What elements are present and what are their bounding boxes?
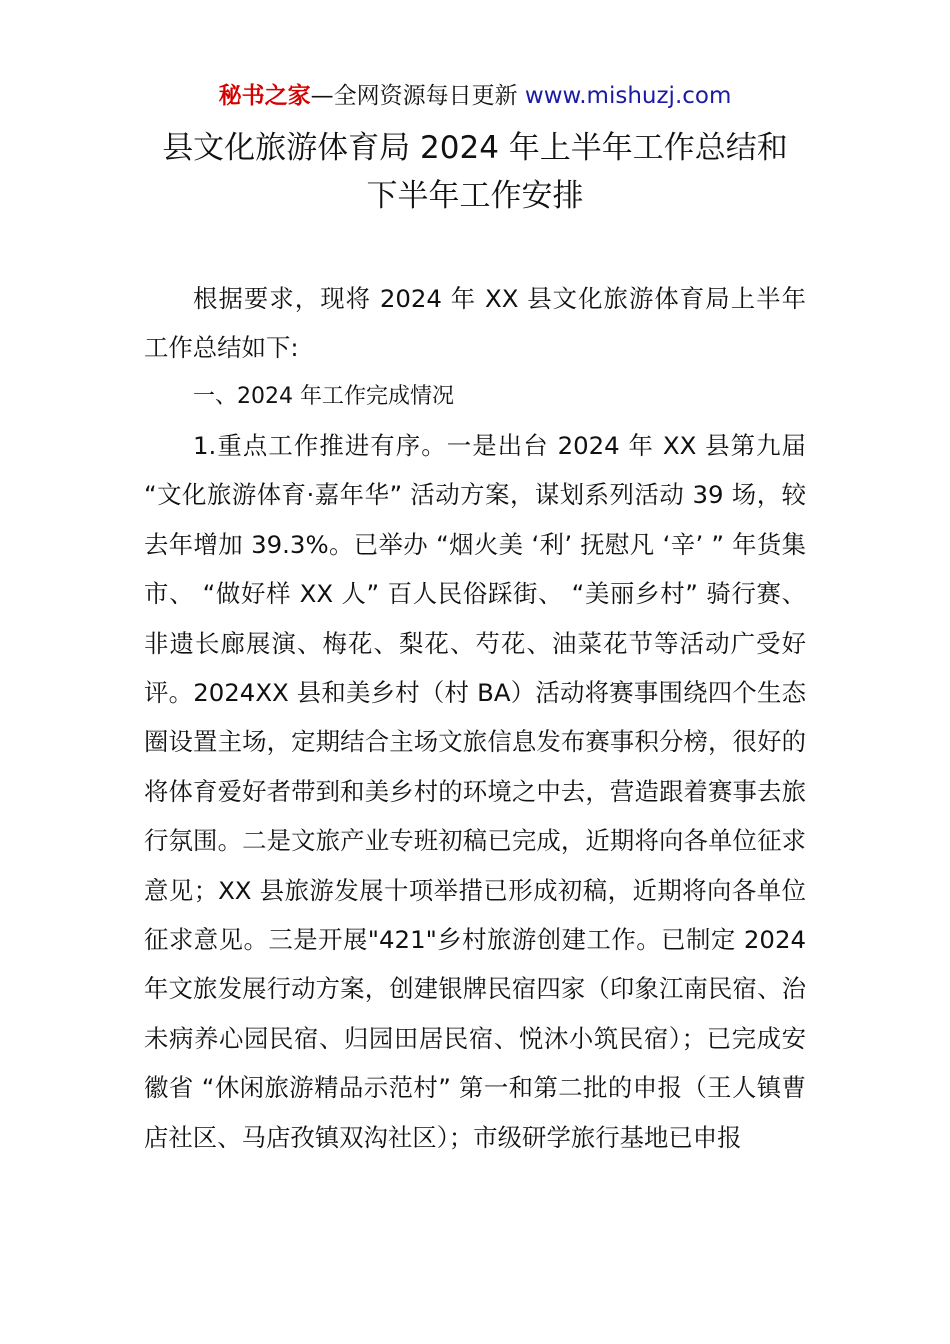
intro-paragraph: 根据要求，现将 2024 年 XX 县文化旅游体育局上半年工作总结如下: (144, 284, 806, 363)
work-item-paragraph: 1.重点工作推进有序。一是出台 2024 年 XX 县第九届 “文化旅游体育·嘉年华” 活动方案，谋划系列活动 39 场，较去年增加 39.3%。已举办 “烟火美 ‘利’ 抚慰凡 ‘辛’ ” 年货集市、 “做好样 XX 人” 百人民俗踩街、 “美丽乡村” 骑行赛、非遗长廊展演、梅花、梨花、芍花、油菜花节等活动广受好评。2024XX 县和美乡村（村 BA）活动将赛事围绕四个生态圈设置主场，定期结合主场文旅信息发布赛事积分榜，很好的将体育爱好者带到和美乡村的环境之中去，营造跟着赛事去旅行氛围。二是文旅产业专班初稿已完成，近期将向各单位征求意见；XX 县旅游发展十项举措已形成初稿，近期将向各单位征求意见。三是开展"421"乡村旅游创建工作。已制定 2024 年文旅发展行动方案，创建银牌民宿四家（印象江南民宿、治未病养心园民宿、归园田居民宿、悦沐小筑民宿）；已完成安徽省 “休闲旅游精品示范村” 第一和第二批的申报（王人镇曹店社区、马店孜镇双沟社区）；市级研学旅行基地已申报 (144, 431, 806, 1152)
title-line-2: 下半年工作安排 (366, 178, 584, 214)
header-tagline: —全网资源每日更新 (310, 83, 518, 109)
brand-name: 秘书之家 (218, 83, 311, 109)
site-url-link[interactable]: www.mishuzj.com (524, 83, 732, 109)
title-line-1: 县文化旅游体育局 2024 年上半年工作总结和 (162, 130, 788, 166)
section-heading: 一、2024 年工作完成情况 (193, 384, 454, 409)
site-header (0, 80, 950, 112)
document-title (0, 124, 950, 220)
